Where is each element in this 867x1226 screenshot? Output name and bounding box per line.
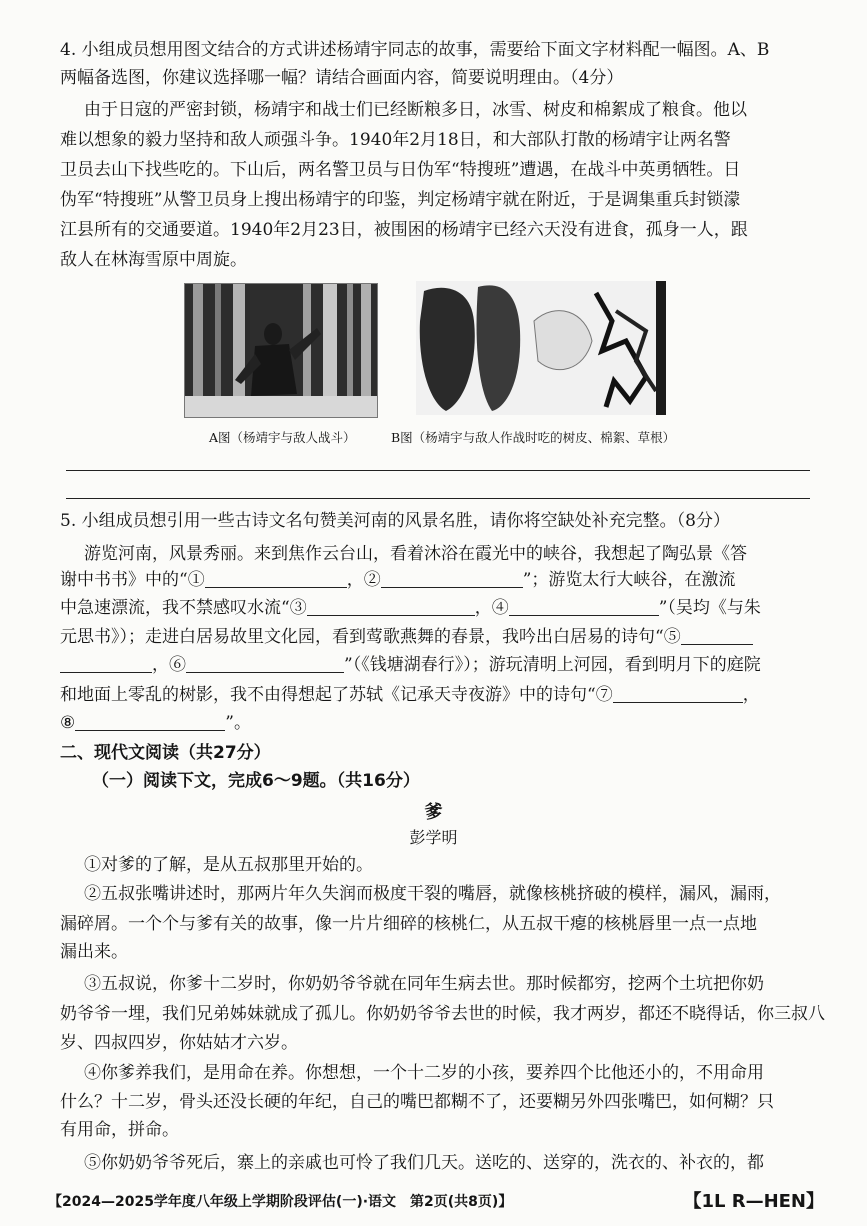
subsection-heading: （一）阅读下文，完成6～9题。（共16分）: [92, 771, 420, 791]
q5-text: ⑧: [60, 713, 76, 733]
q5-text: 谢中书书》中的“①: [60, 570, 205, 590]
q5-text: ”；游览太行大峡谷，在激流: [522, 570, 736, 590]
caption-a: A图（杨靖宇与敌人战斗）: [209, 430, 356, 445]
q5-text-line-2: [60, 567, 820, 593]
essay-line: 什么？十二岁，骨头还没长硬的年纪，自己的嘴巴都糊不了，还要糊另外四张嘴巴，如何糊？只: [60, 1092, 774, 1112]
caption-b: B图（杨靖宇与敌人作战时吃的树皮、棉絮、草根）: [391, 430, 676, 445]
picture-b: [416, 281, 666, 415]
q5-text: 和地面上零乱的树影，我不由得想起了苏轼《记承天寺夜游》中的诗句“⑦: [60, 685, 613, 705]
essay-line: 奶爷爷一埋，我们兄弟姊妹就成了孤儿。你奶奶爷爷去世的时候，我才两岁，都还不晓得话，你三叔八: [60, 1004, 825, 1024]
q4-material-line-4: 伪军“特搜班”从警卫员身上搜出杨靖宇的印鉴，判定杨靖宇就在附近，于是调集重兵封锁濛: [60, 190, 741, 210]
q4-material-line-1: 由于日寇的严密封锁，杨靖宇和战士们已经断粮多日，冰雪、树皮和棉絮成了粮食。他以: [84, 100, 747, 120]
q5-text-line-7: [60, 710, 820, 736]
q4-answer-line-1[interactable]: [66, 470, 810, 471]
essay-paragraph-5: ⑤你奶奶爷爷死后，寨上的亲戚也可怜了我们几天。送吃的、送穿的，洗衣的、补衣的，都: [84, 1153, 764, 1173]
q4-material-line-6: 敌人在林海雪原中周旋。: [60, 250, 247, 270]
blank-1[interactable]: [205, 569, 347, 588]
q5-text: 元思书》）；走进白居易故里文化园，看到莺歌燕舞的春景，我吟出白居易的诗句“⑤: [60, 627, 681, 647]
blank-8[interactable]: [75, 712, 225, 731]
footer-info: 【2024—2025学年度八年级上学期阶段评估(一)·语文 第2页(共8页)】: [48, 1194, 513, 1210]
blank-3[interactable]: [307, 597, 475, 616]
blank-4[interactable]: [509, 597, 659, 616]
essay-line: 漏碎屑。一个个与爹有关的故事，像一片片细碎的核桃仁，从五叔干瘪的核桃唇里一点一点地: [60, 914, 757, 934]
q5-text: ，②: [346, 570, 381, 590]
q5-text-line-4: [60, 624, 820, 650]
page-footer: [48, 1191, 824, 1211]
q4-prompt-line-2: 两幅备选图，你建议选择哪一幅？请结合画面内容，简要说明理由。（4分）: [60, 68, 624, 88]
q5-text: ，④: [474, 598, 509, 618]
q4-answer-line-2[interactable]: [66, 498, 810, 499]
blank-5-cont[interactable]: [60, 654, 152, 673]
q5-text-line-1: 游览河南，风景秀丽。来到焦作云台山，看着沐浴在霞光中的峡谷，我想起了陶弘景《答: [84, 544, 747, 564]
q5-text-line-3: [60, 595, 820, 621]
q5-text: 中急速漂流，我不禁感叹水流“③: [60, 598, 307, 618]
essay-paragraph-2: ②五叔张嘴讲述时，那两片年久失润而极度干裂的嘴唇，就像核桃挤破的模样，漏风，漏雨，: [84, 884, 781, 904]
section-heading: 二、现代文阅读（共27分）: [60, 743, 271, 763]
picture-a: [184, 283, 378, 418]
essay-paragraph-1: ①对爹的了解，是从五叔那里开始的。: [84, 855, 373, 875]
essay-line: 岁、四叔四岁，你姑姑才六岁。: [60, 1033, 298, 1053]
q4-material-line-2: 难以想象的毅力坚持和敌人顽强斗争。1940年2月18日，和大部队打散的杨靖宇让两名警: [60, 130, 731, 150]
q5-text: ，: [742, 685, 760, 705]
q5-prompt: 5. 小组成员想引用一些古诗文名句赞美河南的风景名胜，请你将空缺处补充完整。（8分）: [60, 511, 730, 531]
q5-text-line-5: [60, 652, 820, 678]
blank-5[interactable]: [681, 626, 753, 645]
essay-title: 爹: [424, 802, 443, 823]
essay-line: 漏出来。: [60, 942, 128, 962]
q5-text: ，⑥: [152, 655, 186, 675]
blank-6[interactable]: [186, 654, 344, 673]
q5-text-line-6: [60, 682, 820, 708]
essay-paragraph-3: ③五叔说，你爹十二岁时，你奶奶爷爷就在同年生病去世。那时候都穷，挖两个土坑把你奶: [84, 974, 764, 994]
essay-line: 有用命，拼命。: [60, 1120, 179, 1140]
essay-paragraph-4: ④你爹养我们，是用命在养。你想想，一个十二岁的小孩，要养四个比他还小的，不用命用: [84, 1063, 764, 1083]
footer-code: 【1L R—HEN】: [683, 1191, 824, 1212]
blank-7[interactable]: [613, 684, 743, 703]
q5-text: ”（《钱塘湖春行》）；游玩清明上河园，看到明月下的庭院: [344, 655, 761, 675]
q4-material-line-5: 江县所有的交通要道。1940年2月23日，被围困的杨靖宇已经六天没有进食，孤身一人，跟: [60, 220, 748, 240]
q5-text: ”。: [225, 713, 251, 733]
q4-prompt-line-1: 4. 小组成员想用图文结合的方式讲述杨靖宇同志的故事，需要给下面文字材料配一幅图。A、B: [60, 40, 770, 60]
essay-author: 彭学明: [409, 828, 458, 847]
q5-text: ”（吴均《与朱: [658, 598, 761, 618]
blank-2[interactable]: [381, 569, 523, 588]
q4-material-line-3: 卫员去山下找些吃的。下山后，两名警卫员与日伪军“特搜班”遭遇，在战斗中英勇牺牲。日: [60, 160, 741, 180]
